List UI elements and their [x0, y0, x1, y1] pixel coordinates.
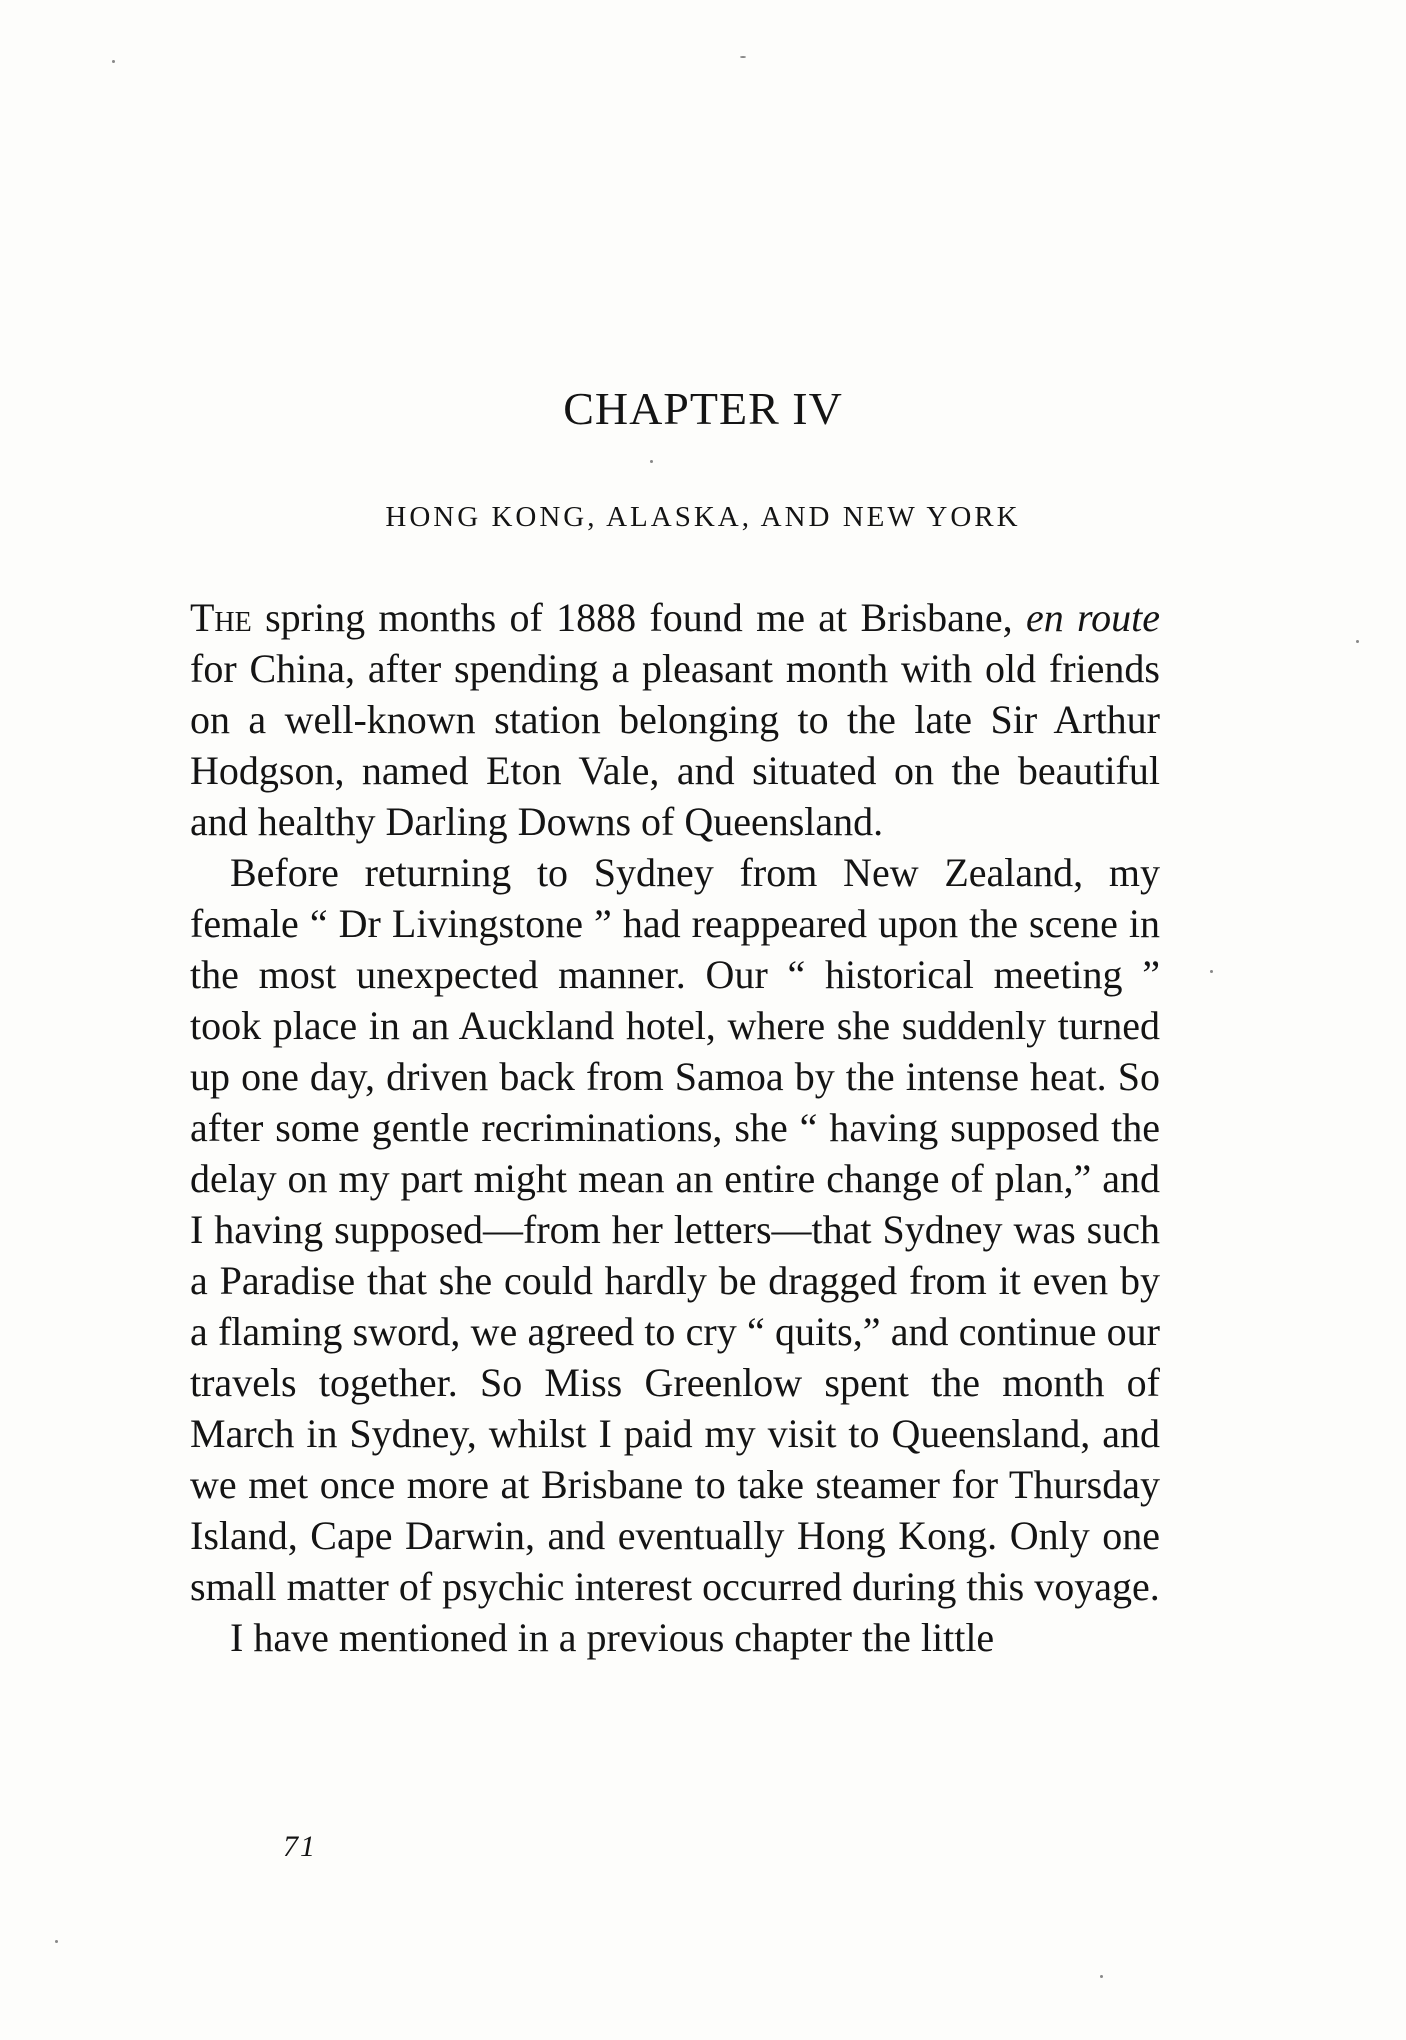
paper-speck	[650, 460, 653, 463]
chapter-subtitle: HONG KONG, ALASKA, AND NEW YORK	[385, 501, 1021, 533]
paper-speck	[740, 56, 746, 58]
paper-speck	[1100, 1975, 1103, 1978]
paragraph-1-text: spring months of 1888 found me at Brisbane,	[251, 595, 1026, 640]
paragraph-1	[190, 592, 1160, 847]
paragraph-lead-word: The	[190, 595, 252, 640]
chapter-heading: CHAPTER IV	[563, 383, 843, 434]
page-number: 71	[283, 1830, 317, 1863]
body-text	[190, 592, 1160, 1663]
paragraph-2: Before returning to Sydney from New Zealand, my female “ Dr Livingstone ” had reappeared upon the scene in the most unexpected manner. Our “ historical meeting ” took place in an Auckland hotel, where she suddenly turned up one day, driven back from Samoa by the intense heat. So after some gentle recriminations, she “ having supposed the delay on my part might mean an entire change of plan,” and I having supposed—from her letters—that Sydney was such a Paradise that she could hardly be dragged from it even by a flaming sword, we agreed to cry “ quits,” and continue our travels together. So Miss Greenlow spent the month of March in Sydney, whilst I paid my visit to Queensland, and we met once more at Brisbane to take steamer for Thursday Island, Cape Darwin, and eventually Hong Kong. Only one small matter of psychic interest occurred during this voyage.	[190, 850, 1160, 1609]
paper-speck	[112, 60, 115, 63]
paragraph-1-italic: en route	[1025, 595, 1161, 640]
paper-speck	[1356, 640, 1359, 643]
paragraph-1-text-after: for China, after spending a pleasant month with old friends on a well-known station belonging to the late Sir Arthur Hodgson, named Eton Vale, and situated on the beautiful and healthy Darling Downs of Queensland.	[190, 646, 1160, 844]
paper-speck	[1210, 970, 1213, 973]
paragraph-3: I have mentioned in a previous chapter the little	[230, 1615, 995, 1660]
paper-speck	[55, 1940, 58, 1943]
